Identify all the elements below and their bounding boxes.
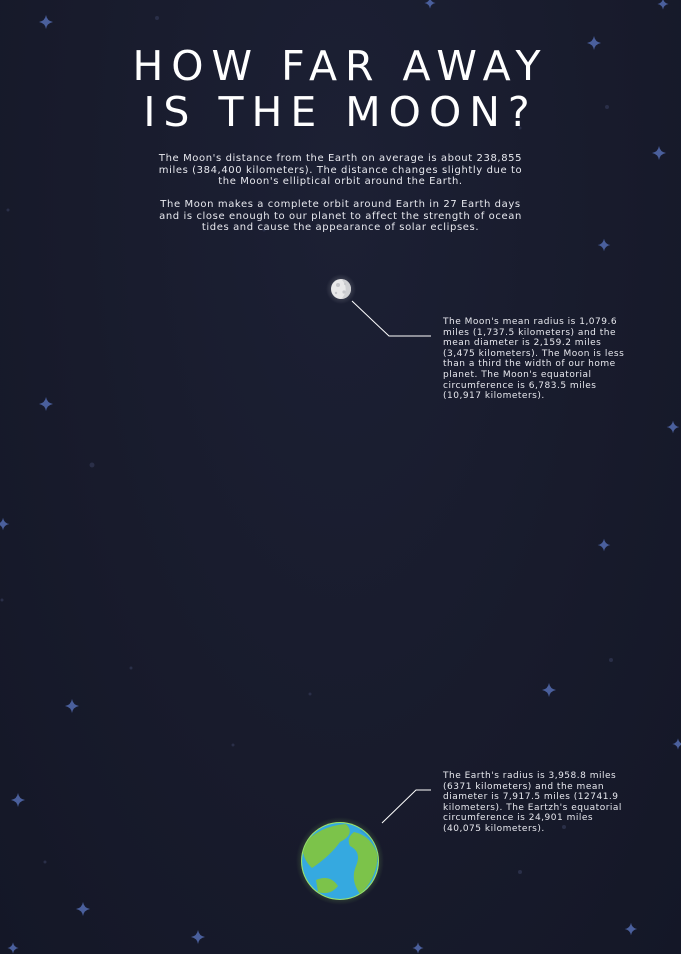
moon-description: The Moon's mean radius is 1,079.6 miles (1,737.5 kilometers) and the mean diameter is 2,159.2 miles (3,475 kilometers). The Moon is less than a third the width of our home planet. The Moon's equatorial circumference is 6,783.5 miles (10,917 kilometers).	[443, 317, 625, 402]
page-title-line-2: IS THE MOON?	[143, 88, 538, 136]
dot-stars	[1, 16, 614, 874]
earth-description: The Earth's radius is 3,958.8 miles (6371 kilometers) and the mean diameter is 7,917.5 miles (12741.9 kilometers). The Eartzh's equatorial circumference is 24,901 miles (40,075 kilometers).	[443, 771, 622, 834]
intro-paragraph-orbit: The Moon makes a complete orbit around Earth in 27 Earth days and is close enough to our planet to affect the strength of ocean tides and cause the appearance of solar eclipses.	[159, 199, 522, 233]
page-title-line-1: HOW FAR AWAY	[132, 42, 549, 90]
intro-paragraph-distance: The Moon's distance from the Earth on average is about 238,855 miles (384,400 kilometers). The distance changes slightly due to the Moon's elliptical orbit around the Earth.	[158, 153, 523, 187]
